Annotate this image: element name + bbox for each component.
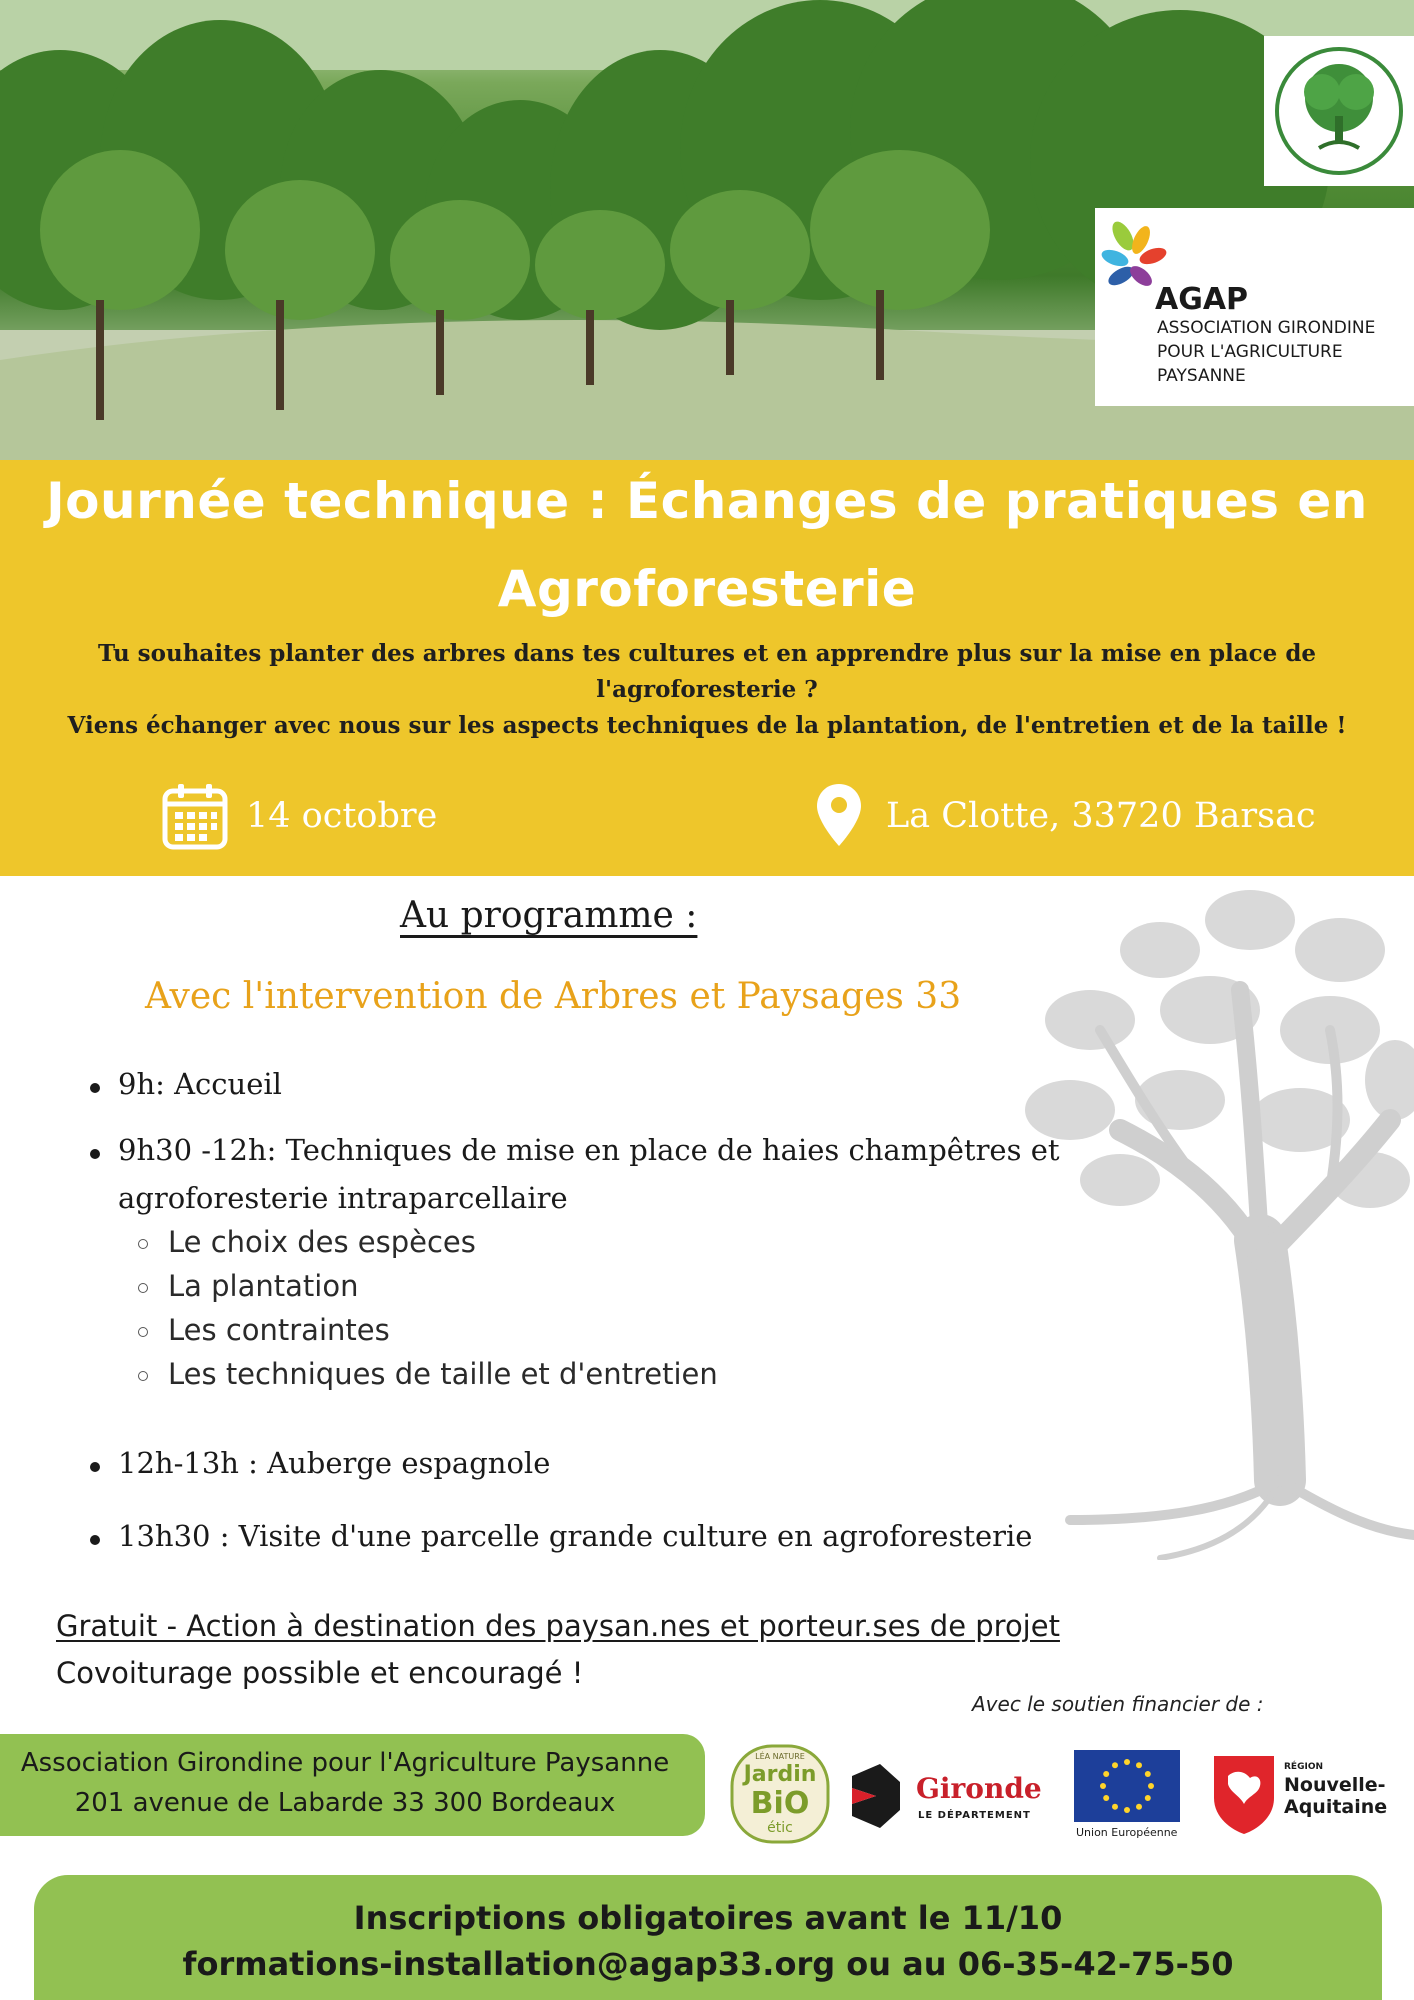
gironde-logo [852,1764,1048,1834]
jardin-bio-word-3: étic [767,1820,793,1836]
sub-bullet [138,1283,148,1293]
nouvelle-aquitaine-logo [1210,1752,1390,1836]
support-label: Avec le soutien financier de : [972,1692,1264,1716]
programme-title: Au programme : [400,895,698,936]
gironde-name: Gironde [916,1772,1042,1805]
subitem-contraintes: Les contraintes [168,1313,390,1347]
region-name-2: Aquitaine [1284,1796,1388,1818]
tree-seal-icon [1264,36,1414,186]
programme-item-auberge: 12h-13h : Auberge espagnole [118,1446,551,1480]
region-small: RÉGION [1284,1762,1323,1772]
decorative-tree-icon [1010,880,1414,1560]
eu-label: Union Européenne [1076,1826,1178,1839]
map-pin-icon [814,782,864,848]
jardin-bio-word-2: BiO [750,1786,810,1821]
eu-star-icon [1124,1759,1130,1765]
intervention-note: Avec l'intervention de Arbres et Paysages 33 [145,976,962,1017]
eu-star-icon [1112,1762,1118,1768]
sub-bullet [138,1239,148,1249]
agap-line-1: ASSOCIATION GIRONDINE [1157,318,1376,338]
bullet-dot [90,1083,100,1093]
event-location: La Clotte, 33720 Barsac [886,796,1316,836]
eu-flag-icon [1074,1750,1180,1822]
programme-item-techniques-line2: agroforesterie intraparcellaire [118,1181,568,1215]
subitem-especes: Le choix des espèces [168,1225,476,1259]
eu-star-icon [1103,1771,1109,1777]
agap-logo [1095,208,1414,406]
gironde-chevron-icon [852,1764,912,1828]
carpool-note: Covoiturage possible et encouragé ! [56,1656,584,1690]
jardin-bio-logo [728,1742,832,1846]
bullet-dot [90,1149,100,1159]
agap-line-3: PAYSANNE [1157,366,1246,386]
address-box [0,1734,705,1836]
eu-star-icon [1112,1804,1118,1810]
eu-star-icon [1103,1795,1109,1801]
programme-item-visite: 13h30 : Visite d'une parcelle grande culture en agroforesterie [118,1519,1033,1553]
intro-line-1: Tu souhaites planter des arbres dans tes cultures et en apprendre plus sur la mise en place de [97,640,1317,667]
eu-star-icon [1124,1807,1130,1813]
bullet-dot [90,1462,100,1472]
eu-star-icon [1145,1795,1151,1801]
jardin-bio-small: LÉA NATURE [755,1752,805,1761]
address-line-2: 201 avenue de Labarde 33 300 Bordeaux [74,1788,616,1818]
signup-contact[interactable]: formations-installation@agap33.org ou au 06-35-42-75-50 [182,1945,1234,1983]
event-date: 14 octobre [246,796,438,836]
programme-item-techniques-line1: 9h30 -12h: Techniques de mise en place de haies champêtres et [118,1133,1060,1167]
subitem-plantation: La plantation [168,1269,359,1303]
address-line-1: Association Girondine pour l'Agriculture Paysanne [20,1748,670,1778]
intro-line-2: l'agroforesterie ? [596,676,818,703]
eu-star-icon [1136,1762,1142,1768]
eu-star-icon [1100,1783,1106,1789]
eu-logo [1074,1750,1182,1842]
eu-star-icon [1136,1804,1142,1810]
region-name-1: Nouvelle- [1284,1774,1386,1796]
eu-star-icon [1145,1771,1151,1777]
title-line-1: Journée technique : Échanges de pratiques en [46,472,1368,530]
subitem-taille: Les techniques de taille et d'entretien [168,1357,718,1391]
sub-bullet [138,1371,148,1381]
signup-deadline: Inscriptions obligatoires avant le 11/10 [353,1899,1063,1937]
agap-name: AGAP [1155,282,1249,317]
agap-line-2: POUR L'AGRICULTURE [1157,342,1343,362]
event-header-band [0,460,1414,876]
calendar-icon [162,782,228,850]
programme-item-accueil: 9h: Accueil [118,1067,282,1101]
intro-line-3: Viens échanger avec nous sur les aspects techniques de la plantation, de l'entretien et de la taille ! [67,712,1347,739]
sub-bullet [138,1327,148,1337]
gironde-sub: LE DÉPARTEMENT [918,1810,1031,1821]
free-note: Gratuit - Action à destination des paysan.nes et porteur.ses de projet [56,1609,1060,1643]
region-shield-icon [1210,1752,1278,1836]
bullet-dot [90,1535,100,1545]
signup-box [34,1875,1382,2000]
jardin-bio-word-1: Jardin [743,1762,817,1787]
arbres-paysages-logo [1264,36,1414,186]
eu-star-icon [1148,1783,1154,1789]
title-line-2: Agroforesterie [497,560,917,618]
